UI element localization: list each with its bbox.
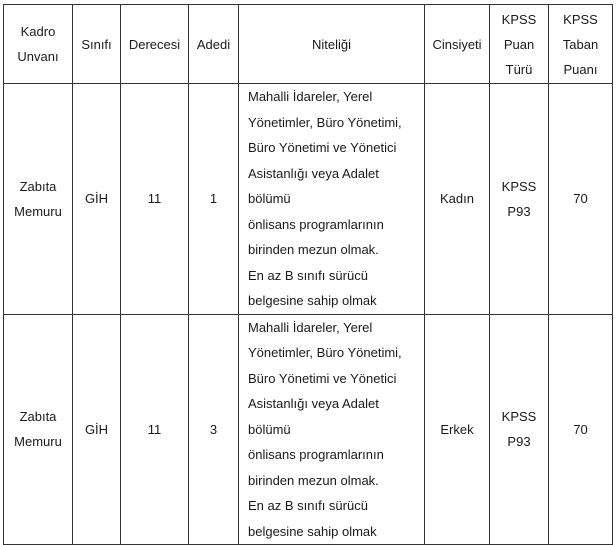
cell-text: belgesine sahip olmak [248,293,377,308]
header-text: Türü [505,61,533,77]
cell-sinifi: GİH [73,84,121,315]
cell-cinsiyeti: Erkek [425,314,490,545]
cell-niteligi [239,84,425,315]
cell-text: Memuru [14,203,62,219]
cell-derecesi: 11 [121,314,189,545]
cell-text: Zabıta [19,178,57,194]
cell-text: P93 [507,203,531,219]
header-text: KPSS [563,11,598,27]
header-kadro-unvani [4,5,73,84]
cell-text: Asistanlığı veya Adalet bölümü [248,165,379,206]
cell-text: Memuru [14,434,62,450]
cell-kpss-taban-puani: 70 [549,314,613,545]
cell-text: birinden mezun olmak. [248,242,379,257]
header-text: KPSS [501,11,537,27]
header-cinsiyeti: Cinsiyeti [425,5,490,84]
cell-cinsiyeti: Kadın [425,84,490,315]
header-text: Puanı [563,61,598,77]
cell-text: Mahalli İdareler, Yerel [248,89,373,104]
cell-text: KPSS [501,409,537,425]
header-sinifi: Sınıfı [73,5,121,84]
header-text: Unvanı [17,49,59,64]
table-row [4,314,613,545]
cell-text: önlisans programlarının [248,447,384,462]
cell-derecesi: 11 [121,84,189,315]
cell-text: belgesine sahip olmak [248,523,377,539]
cell-text: En az B sınıfı sürücü [248,267,368,283]
cell-text: Büro Yönetimi ve Yönetici [248,140,397,155]
header-derecesi: Derecesi [121,5,189,84]
header-niteligi: Niteliği [239,5,425,84]
cell-text: KPSS [501,178,537,194]
cell-kpss-puan-turu [490,84,549,315]
header-row [4,5,613,84]
cell-text: Yönetimler, Büro Yönetimi, [248,114,402,130]
cell-text: önlisans programlarının [248,216,384,232]
header-text: Puan [503,36,535,52]
header-adedi: Adedi [189,5,239,84]
cell-text: Yönetimler, Büro Yönetimi, [248,345,402,360]
cell-sinifi: GİH [73,314,121,545]
cell-text: Asistanlığı veya Adalet bölümü [248,396,379,437]
table-row [4,84,613,315]
cell-text: Büro Yönetimi ve Yönetici [248,370,397,386]
cell-kpss-puan-turu [490,314,549,545]
cell-text: Mahalli İdareler, Yerel [248,319,373,335]
cell-adedi: 3 [189,314,239,545]
cell-kadro-unvani [4,84,73,315]
cell-text: En az B sınıfı sürücü [248,498,368,513]
header-text: Kadro [20,24,56,39]
cell-text: birinden mezun olmak. [248,472,379,488]
cell-text: P93 [507,434,531,450]
cell-niteligi [239,314,425,545]
cell-kpss-taban-puani: 70 [549,84,613,315]
kadro-table [3,4,613,545]
cell-text: Zabıta [19,409,57,425]
header-text: Taban [562,36,599,52]
cell-kadro-unvani [4,314,73,545]
cell-adedi: 1 [189,84,239,315]
header-kpss-puan-turu [490,5,549,84]
header-kpss-taban-puani [549,5,613,84]
